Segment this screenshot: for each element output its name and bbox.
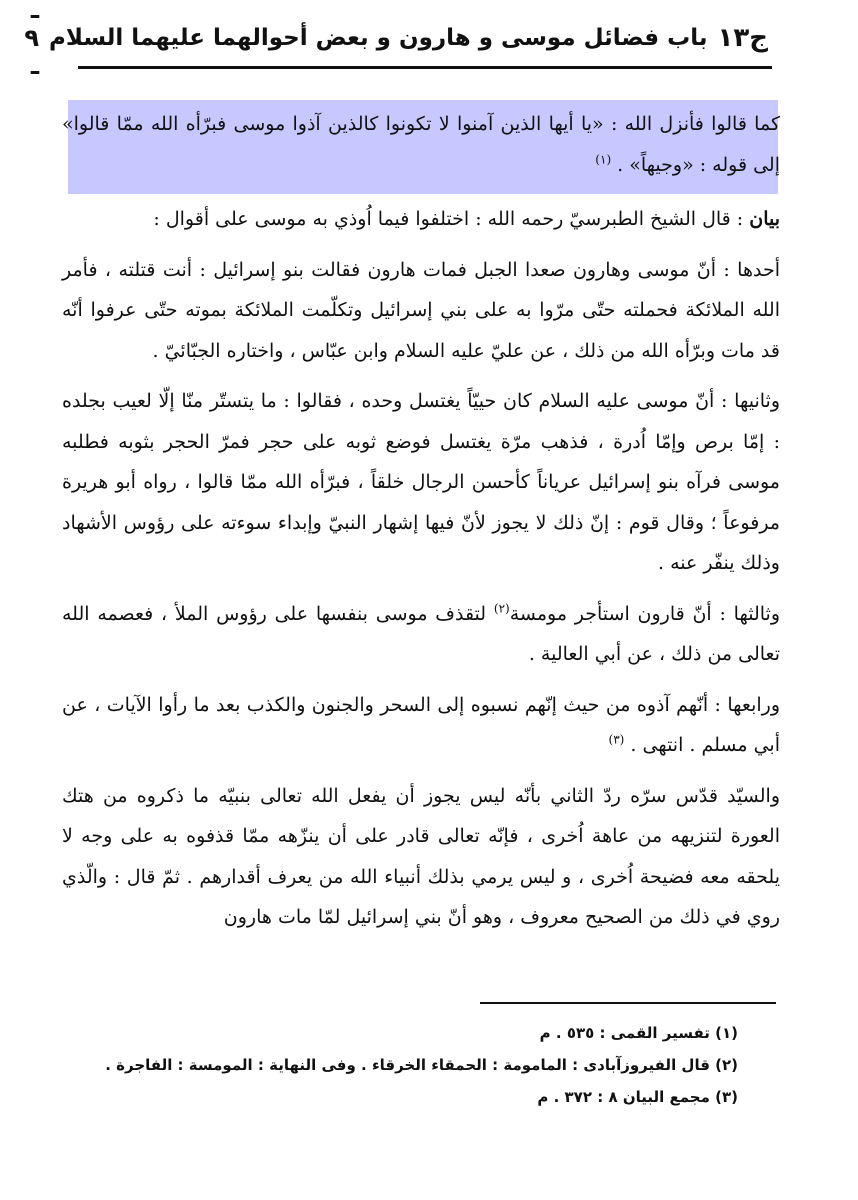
chapter-title: باب فضائل موسى و هارون و بعض أحوالهما عليهما السلام <box>49 25 708 51</box>
paragraph-text: وثالثها : أنّ قارون استأجر مومسة <box>509 602 780 625</box>
header-rule <box>78 66 772 69</box>
footnote-item: (١) تفسير القمى : ٥٣٥ . م <box>539 1024 738 1042</box>
footnote-item: (٣) مجمع البيان ٨ : ٣٧٢ . م <box>537 1088 738 1106</box>
paragraph-third-saying <box>62 594 780 675</box>
paragraph-quran-quote <box>62 104 780 185</box>
footnote-ref: (٢) <box>493 601 510 616</box>
footnote-ref: (١) <box>595 152 612 167</box>
paragraph-text: والسيّد قدّس سرّه ردّ الثاني بأنّه ليس يجوز أن يفعل الله تعالى بنبيّه ما ذكروه من هتك العورة لتنزيهه من عاهة اُخرى ، فإنّه تعالى قادر على أن ينزّهه ممّا قذفوه به على وجه لا يلحقه معه فضيحة اُخرى ، و ليس يرمي بذلك أنبياء الله من يعرف أقدارهم . ثمّ قال : والّذي روي في ذلك من الصحيح معروف ، وهو أنّ بني إسرائيل لمّا مات هارون <box>62 784 780 928</box>
paragraph-first-saying <box>62 250 780 372</box>
paragraph-fourth-saying <box>62 685 780 766</box>
paragraph-text-tail: لتقذف موسى بنفسها على رؤوس الملأ ، فعصمه الله تعالى من ذلك ، عن أبي العالية . <box>62 602 780 665</box>
body-text <box>62 104 780 948</box>
page-number: ـ ٩ ـ <box>24 0 40 80</box>
running-header <box>24 0 768 80</box>
footnote-item: (٢) قال الفيروزآبادى : المامومة : الحمقاء الخرقاء . وفى النهاية : المومسة : الفاجرة . <box>105 1056 738 1074</box>
paragraph-text: وثانيها : أنّ موسى عليه السلام كان حييّاً يغتسل وحده ، فقالوا : ما يتستّر منّا إلّا لعيب بجلده : إمّا برص وإمّا اُدرة ، فذهب مرّة يغتسل فوضع ثوبه على حجر فمرّ الحجر بثوبه فطلبه موسى فرآه بنو إسرائيل عرياناً كأحسن الرجال خلقاً ، فبرّأه الله ممّا قالوا ، رواه أبو هريرة مرفوعاً ؛ وقال قوم : إنّ ذلك لا يجوز لأنّ فيها إشهار النبيّ وإبداء سوءته على رؤوس الأشهاد وذلك ينفّر عنه . <box>62 390 780 574</box>
paragraph-second-saying <box>62 381 780 584</box>
paragraph-text: أحدها : أنّ موسى وهارون صعدا الجبل فمات هارون فقالت بنو إسرائيل : أنت قتلته ، فأمر الله الملائكة فحملته حتّى مرّوا به على بني إسرائيل وتكلّمت الملائكة بموته حتّى عرفوا أنّه قد مات وبرّأه الله من ذلك ، عن عليّ عليه السلام وابن عبّاس ، واختاره الجبّائيّ . <box>62 258 780 362</box>
paragraph-text: كما قالوا فأنزل الله : «يا أيها الذين آمنوا لا تكونوا كالذين آذوا موسى فبرّأه الله ممّا قالوا» إلى قوله : «وجيهاً» . <box>62 113 780 176</box>
paragraph-lead: بيان <box>749 208 780 230</box>
footnote-ref: (٣) <box>608 732 625 747</box>
footnote-rule <box>480 1002 776 1004</box>
paragraph-sayyid-response <box>62 776 780 938</box>
paragraph-text: : قال الشيخ الطبرسيّ رحمه الله : اختلفوا فيما اُوذي به موسى على أقوال : <box>153 208 750 230</box>
volume-number: ج١٣ <box>717 23 768 53</box>
paragraph-bayan <box>62 199 780 240</box>
footnotes <box>90 1018 738 1114</box>
paragraph-text: ورابعها : أنّهم آذوه من حيث إنّهم نسبوه إلى السحر والجنون والكذب بعد ما رأوا الآيات ، عن أبي مسلم . انتهى . <box>62 693 780 756</box>
